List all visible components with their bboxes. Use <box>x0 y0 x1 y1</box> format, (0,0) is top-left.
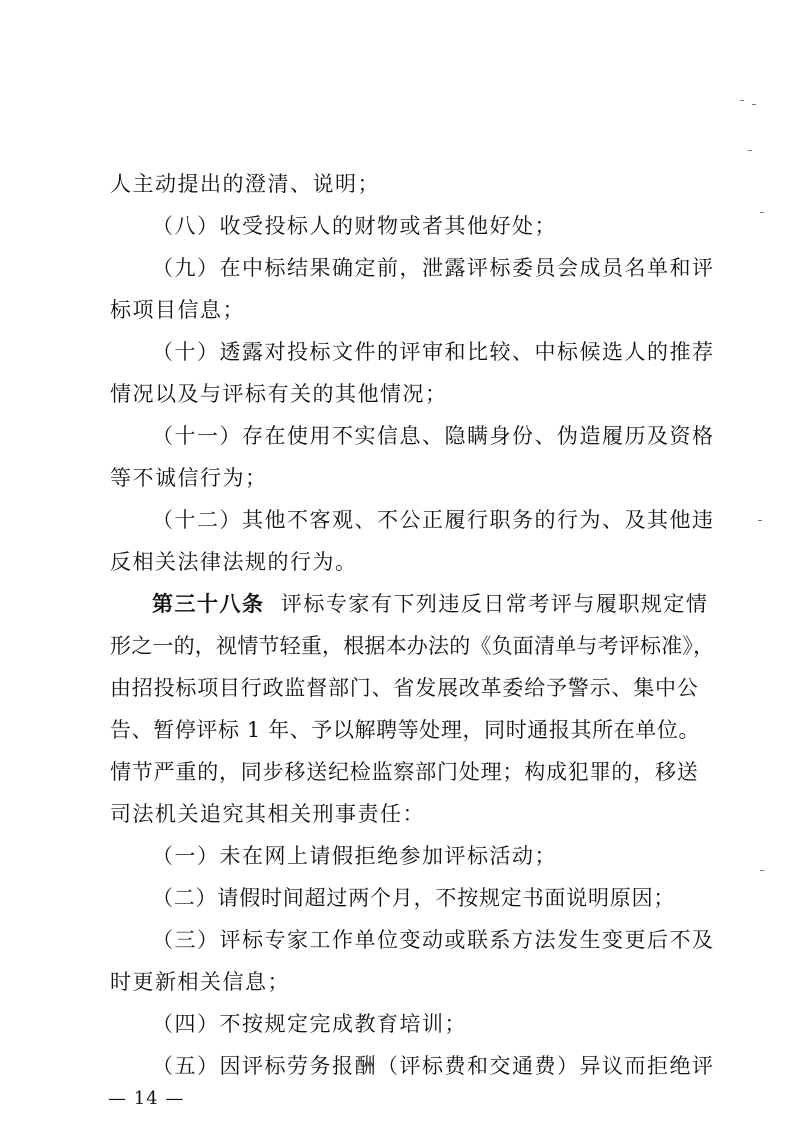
text-line: （一）未在网上请假拒绝参加评标活动； <box>152 844 557 868</box>
text-line: 标项目信息； <box>110 298 245 322</box>
text-line: （五）因评标劳务报酬（评标费和交通费）异议而拒绝评 <box>152 1054 715 1078</box>
article-heading: 第三十八条 <box>152 591 265 616</box>
text-line: 情况以及与评标有关的其他情况； <box>110 382 448 406</box>
scan-speck <box>758 520 762 521</box>
text-line: （九）在中标结果确定前，泄露评标委员会成员名单和评 <box>152 256 715 280</box>
text-line: 等不诚信行为； <box>110 466 268 490</box>
text-line: （十二）其他不客观、不公正履行职务的行为、及其他违 <box>152 508 715 532</box>
text-line: （二）请假时间超过两个月，不按规定书面说明原因； <box>152 886 676 910</box>
text-line: 人主动提出的澄清、说明； <box>110 172 380 196</box>
text-line: 评标专家有下列违反日常考评与履职规定情 <box>280 592 709 616</box>
scan-speck <box>760 870 764 871</box>
text-line: 司法机关追究其相关刑事责任： <box>110 802 425 826</box>
scan-speck <box>760 212 764 213</box>
text-line: （十）透露对投标文件的评审和比较、中标候选人的推荐 <box>152 340 715 364</box>
article-line <box>152 590 708 618</box>
scan-speck <box>752 104 756 105</box>
text-line: （四）不按规定完成教育培训； <box>152 1012 467 1036</box>
text-line: （十一）存在使用不实信息、隐瞒身份、伪造履历及资格 <box>152 424 715 448</box>
text-line: （三）评标专家工作单位变动或联系方法发生变更后不及 <box>152 928 715 952</box>
scan-speck <box>748 150 752 151</box>
scan-speck <box>740 100 744 101</box>
text-line: （八）收受投标人的财物或者其他好处； <box>152 214 557 238</box>
text-line: 由招投标项目行政监督部门、省发展改革委给予警示、集中公 <box>110 676 699 700</box>
text-line: 时更新相关信息； <box>110 970 290 994</box>
page-number: — 14 — <box>108 1088 185 1109</box>
text-line: 情节严重的，同步移送纪检监察部门处理；构成犯罪的，移送 <box>110 760 699 784</box>
text-line: 反相关法律法规的行为。 <box>110 550 358 574</box>
text-line: 告、暂停评标 1 年、予以解聘等处理，同时通报其所在单位。 <box>110 718 701 742</box>
text-line: 形之一的，视情节轻重，根据本办法的《负面清单与考评标准》， <box>110 634 715 658</box>
